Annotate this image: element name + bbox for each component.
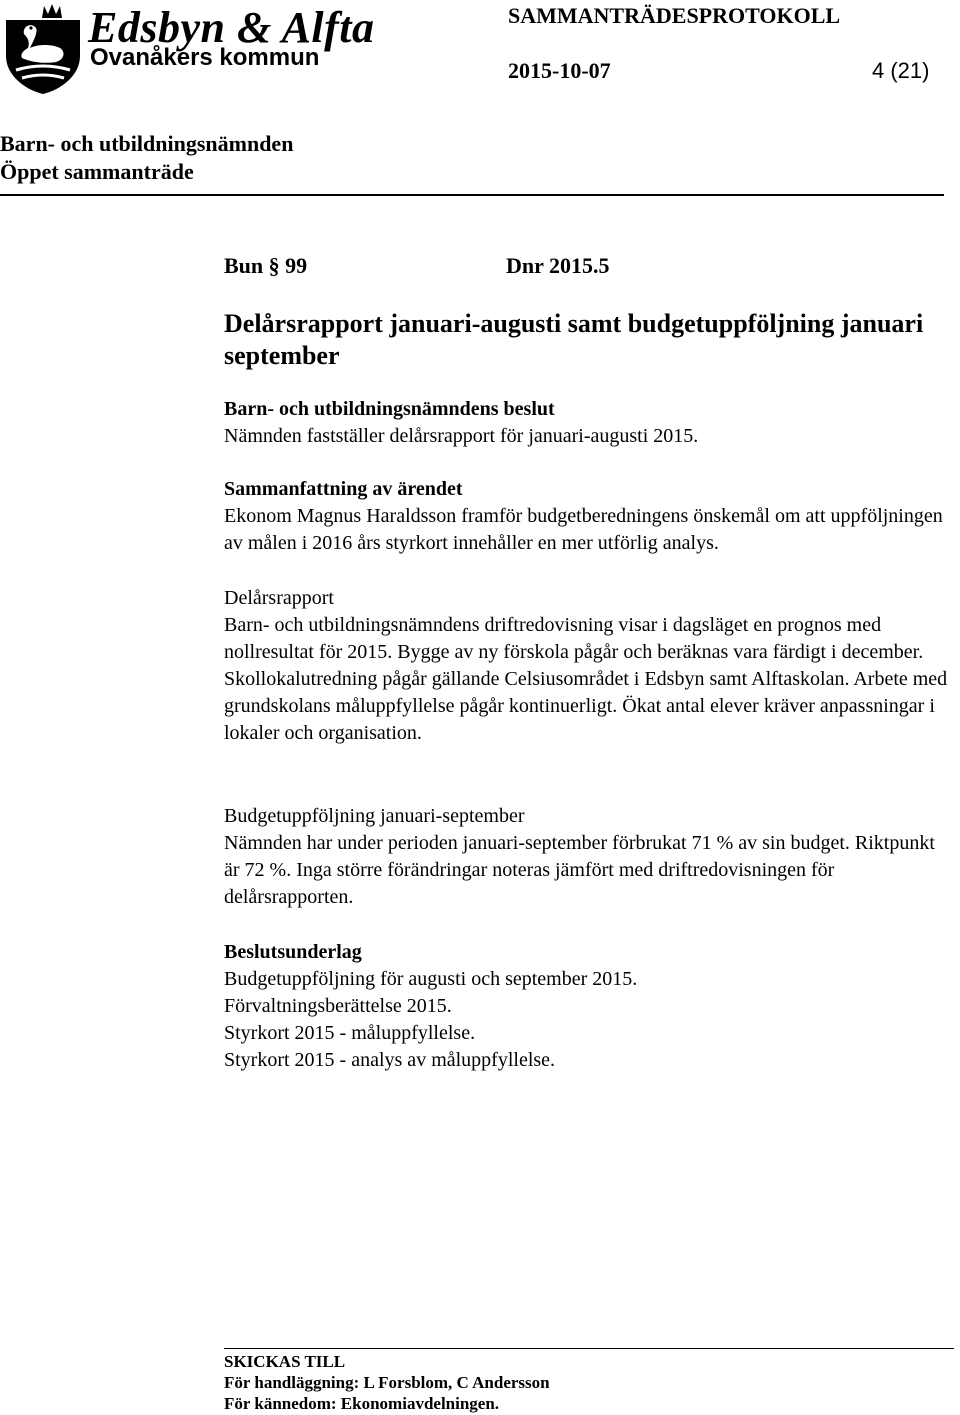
distribution-label: SKICKAS TILL	[224, 1352, 346, 1371]
meeting-date: 2015-10-07	[508, 58, 611, 83]
summary-heading: Sammanfattning av ärendet	[224, 478, 463, 500]
decision-basis-item: Styrkort 2015 - måluppfyllelse.	[224, 1022, 476, 1044]
decision-basis-section	[224, 939, 954, 1074]
budget-followup-text: Nämnden har under perioden januari-september förbrukat 71 % av sin budget. Riktpunkt är 72 %. Inga större förändringar noteras jämfört med driftredovisningen för delårsrapporten.	[224, 832, 935, 908]
header-divider	[0, 194, 944, 196]
budget-followup-section	[224, 803, 954, 911]
municipality-logo	[0, 0, 375, 96]
swan-emblem-icon	[0, 0, 86, 96]
decision-text: Nämnden fastställer delårsrapport för januari-augusti 2015.	[224, 425, 699, 447]
committee-name: Barn- och utbildningsnämnden	[0, 131, 294, 156]
logo-brand-text: Edsbyn & Alfta	[88, 3, 375, 52]
case-title: Delårsrapport januari-augusti samt budgetuppföljning januari september	[224, 309, 924, 370]
decision-basis-item: Styrkort 2015 - analys av måluppfyllelse.	[224, 1049, 556, 1071]
summary-text: Ekonom Magnus Haraldsson framför budgetberedningens önskemål om att uppföljningen av målen i 2016 års styrkort innehåller en mer utförlig analys.	[224, 505, 943, 554]
summary-section	[224, 476, 954, 557]
decision-basis-item: Förvaltningsberättelse 2015.	[224, 995, 452, 1017]
logo-municipality-text: Ovanåkers kommun	[90, 44, 320, 71]
case-dnr: Dnr 2015.5	[506, 253, 610, 278]
interim-report-text: Barn- och utbildningsnämndens driftredovisning visar i dagsläget en prognos med nollresultat för 2015. Bygge av ny förskola pågår och beräknas vara färdigt i december. Skollokalutredning pågår gällande Celsiusområdet i Edsbyn samt Alftaskolan. Arbete med grundskolans måluppfyllelse pågår kontinuerligt. Ökat antal elever kräver anpassningar i lokaler och organisation.	[224, 614, 948, 744]
page-number: 4 (21)	[872, 58, 930, 83]
case-reference	[224, 253, 610, 279]
budget-followup-heading: Budgetuppföljning januari-september	[224, 805, 525, 827]
decision-heading: Barn- och utbildningsnämndens beslut	[224, 398, 555, 420]
footer-divider	[224, 1348, 954, 1349]
distribution-handling: För handläggning: L Forsblom, C Andersson	[224, 1373, 550, 1392]
interim-report-heading: Delårsrapport	[224, 587, 334, 609]
decision-basis-item: Budgetuppföljning för augusti och september 2015.	[224, 968, 638, 990]
decision-section	[224, 396, 954, 450]
distribution-information: För kännedom: Ekonomiavdelningen.	[224, 1394, 500, 1413]
decision-basis-heading: Beslutsunderlag	[224, 941, 362, 963]
interim-report-section	[224, 585, 954, 747]
meeting-type: Öppet sammanträde	[0, 159, 194, 184]
document-type: SAMMANTRÄDESPROTOKOLL	[508, 3, 841, 28]
case-number: Bun § 99	[224, 253, 308, 278]
